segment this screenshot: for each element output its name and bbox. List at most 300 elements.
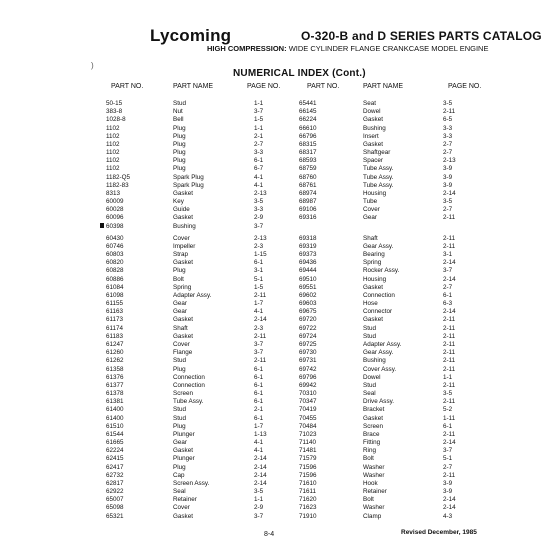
right-part-no: 69319 — [299, 242, 317, 250]
col-header-page-no-right: PAGE NO. — [448, 83, 482, 90]
table-row — [0, 182, 550, 190]
right-part-no: 71910 — [299, 512, 317, 520]
right-part-no: 71596 — [299, 471, 317, 479]
left-part-no: 61155 — [106, 300, 124, 308]
right-part-name: Tube Assy. — [363, 165, 394, 173]
subtitle-label: HIGH COMPRESSION: — [207, 44, 287, 53]
right-page-no: 5-2 — [443, 406, 453, 414]
right-part-name: Insert — [363, 132, 379, 140]
left-part-no: 62922 — [106, 488, 124, 496]
left-part-no: 1102 — [106, 157, 120, 165]
right-part-no: 68317 — [299, 149, 317, 157]
left-part-no: 61544 — [106, 430, 124, 438]
right-part-no: 69318 — [299, 234, 317, 242]
left-part-name: Plug — [173, 149, 186, 157]
right-part-no: 69724 — [299, 332, 317, 340]
left-part-no: 1182-Q5 — [106, 173, 131, 181]
left-page-no: 2-1 — [254, 406, 264, 414]
left-part-name: Cover — [173, 234, 190, 242]
right-page-no: 3-9 — [443, 165, 453, 173]
left-part-name: Cover — [173, 504, 190, 512]
right-page-no: 2-7 — [443, 463, 453, 471]
right-part-no: 71140 — [299, 439, 317, 447]
right-page-no: 2-11 — [443, 324, 456, 332]
left-part-no: 61262 — [106, 357, 124, 365]
left-page-no: 6-1 — [254, 373, 264, 381]
right-part-name: Connection — [363, 291, 395, 299]
left-part-name: Plug — [173, 132, 186, 140]
table-row — [0, 308, 550, 316]
left-part-no: 1102 — [106, 140, 120, 148]
left-part-name: Gear — [173, 439, 187, 447]
right-page-no: 3-9 — [443, 488, 453, 496]
left-part-no: 61098 — [106, 291, 124, 299]
left-page-no: 2-11 — [254, 291, 267, 299]
left-part-name: Cap — [173, 471, 185, 479]
left-part-no: 1102 — [106, 165, 120, 173]
right-part-name: Dowel — [363, 108, 381, 116]
right-part-no: 65441 — [299, 100, 317, 107]
right-part-no: 69731 — [299, 357, 317, 365]
left-part-no: 1102 — [106, 132, 120, 140]
right-part-no: 70484 — [299, 422, 317, 430]
left-page-no: 1-15 — [254, 251, 267, 259]
left-part-no: 60028 — [106, 206, 124, 214]
right-part-name: Spacer — [363, 157, 383, 165]
left-part-name: Stud — [173, 357, 186, 365]
left-part-name: Impeller — [173, 242, 196, 250]
right-part-name: Gasket — [363, 140, 383, 148]
right-part-no: 70455 — [299, 414, 317, 422]
right-page-no: 3-3 — [443, 132, 453, 140]
right-part-no: 69796 — [299, 373, 317, 381]
right-part-name: Tube Assy. — [363, 173, 394, 181]
table-row — [0, 333, 550, 341]
right-part-no: 71596 — [299, 463, 317, 471]
right-page-no: 2-11 — [443, 340, 456, 348]
right-page-no: 2-11 — [443, 471, 456, 479]
right-part-name: Clamp — [363, 512, 382, 520]
right-page-no: 2-14 — [443, 189, 456, 197]
right-page-no: 6-1 — [443, 422, 453, 430]
left-part-name: Plug — [173, 140, 186, 148]
row-marker — [100, 223, 104, 228]
left-part-name: Gasket — [173, 316, 193, 324]
left-part-no: 62817 — [106, 479, 124, 487]
right-part-no: 68761 — [299, 181, 317, 189]
right-page-no: 2-14 — [443, 275, 456, 283]
right-part-name: Washer — [363, 463, 385, 471]
table-row — [0, 504, 550, 512]
right-page-no: 2-14 — [443, 504, 456, 512]
left-part-no: 62415 — [106, 455, 124, 463]
left-part-no: 61163 — [106, 308, 124, 316]
table-row — [0, 292, 550, 300]
left-part-name: Plug — [173, 165, 186, 173]
left-page-no: 1-1 — [254, 496, 264, 504]
col-header-part-name-left: PART NAME — [173, 83, 214, 90]
left-page-no: 2-11 — [254, 332, 267, 340]
right-part-name: Cover Assy. — [363, 365, 397, 373]
left-part-no: 61381 — [106, 398, 124, 406]
left-part-name: Gear — [173, 300, 187, 308]
right-part-name: Washer — [363, 471, 385, 479]
left-page-no: 2-14 — [254, 471, 267, 479]
table-row — [0, 439, 550, 447]
right-page-no: 3-9 — [443, 181, 453, 189]
left-part-name: Plug — [173, 463, 186, 471]
left-page-no: 6-1 — [254, 398, 264, 406]
right-part-name: Housing — [363, 189, 387, 197]
right-part-name: Seat — [363, 100, 376, 107]
left-part-no: 61084 — [106, 283, 124, 291]
right-page-no: 6-3 — [443, 300, 453, 308]
left-page-no: 3-5 — [254, 198, 264, 206]
right-part-no: 66610 — [299, 124, 317, 132]
left-page-no: 6-1 — [254, 259, 264, 267]
right-part-no: 69722 — [299, 324, 317, 332]
left-page-no: 2-14 — [254, 455, 267, 463]
left-part-name: Spark Plug — [173, 173, 204, 181]
left-part-name: Cover — [173, 340, 190, 348]
right-page-no: 2-11 — [443, 357, 456, 365]
right-page-no: 3-9 — [443, 173, 453, 181]
left-part-no: 61260 — [106, 349, 124, 357]
right-part-no: 69106 — [299, 206, 317, 214]
right-part-no: 66145 — [299, 108, 317, 116]
left-part-no: 60398 — [106, 222, 124, 230]
table-row — [0, 206, 550, 214]
table-row — [0, 374, 550, 382]
right-part-name: Stud — [363, 324, 376, 332]
table-row — [0, 447, 550, 455]
left-part-name: Plug — [173, 124, 186, 132]
left-page-no: 3-7 — [254, 512, 264, 520]
left-part-no: 61510 — [106, 422, 124, 430]
left-part-no: 60886 — [106, 275, 124, 283]
left-part-no: 50-15 — [106, 100, 123, 107]
left-part-name: Bushing — [173, 222, 196, 230]
right-page-no: 2-13 — [443, 157, 456, 165]
left-page-no: 5-1 — [254, 275, 264, 283]
right-part-name: Gasket — [363, 116, 383, 124]
right-part-no: 71623 — [299, 504, 317, 512]
table-row — [0, 472, 550, 480]
right-part-no: 70310 — [299, 390, 317, 398]
left-part-name: Strap — [173, 251, 189, 259]
right-page-no: 2-14 — [443, 308, 456, 316]
right-part-no: 69436 — [299, 259, 317, 267]
left-page-no: 6-1 — [254, 157, 264, 165]
left-page-no: 6-1 — [254, 381, 264, 389]
table-row — [0, 406, 550, 414]
left-part-name: Screen Assy. — [173, 479, 210, 487]
left-part-name: Stud — [173, 406, 186, 414]
right-page-no: 2-11 — [443, 398, 456, 406]
right-part-name: Dowel — [363, 373, 381, 381]
left-part-no: 65007 — [106, 496, 124, 504]
right-part-no: 71611 — [299, 488, 317, 496]
left-part-no: 1028-8 — [106, 116, 126, 124]
left-page-no: 3-7 — [254, 108, 264, 116]
right-page-no: 2-14 — [443, 439, 456, 447]
table-row — [0, 116, 550, 124]
left-part-no: 60430 — [106, 234, 124, 242]
left-part-name: Screen — [173, 390, 193, 398]
left-page-no: 2-14 — [254, 463, 267, 471]
left-page-no: 2-13 — [254, 189, 267, 197]
left-part-no: 60009 — [106, 198, 124, 206]
table-row — [0, 251, 550, 259]
left-part-no: 60746 — [106, 242, 124, 250]
table-row — [0, 100, 550, 108]
left-part-no: 1102 — [106, 149, 120, 157]
table-row — [0, 108, 550, 116]
left-part-no: 60820 — [106, 259, 124, 267]
left-page-no: 2-3 — [254, 242, 264, 250]
right-part-name: Shaft — [363, 234, 378, 242]
right-part-no: 69675 — [299, 308, 317, 316]
right-part-name: Housing — [363, 275, 387, 283]
right-part-name: Spring — [363, 259, 382, 267]
table-row — [0, 349, 550, 357]
right-page-no: 4-3 — [443, 512, 453, 520]
right-part-no: 69602 — [299, 291, 317, 299]
left-part-name: Gasket — [173, 512, 193, 520]
left-part-no: 65098 — [106, 504, 124, 512]
left-part-no: 61247 — [106, 340, 124, 348]
right-page-no: 2-11 — [443, 430, 456, 438]
left-part-no: 61376 — [106, 373, 124, 381]
col-header-page-no-left: PAGE NO. — [247, 83, 281, 90]
right-page-no: 3-7 — [443, 447, 453, 455]
right-part-no: 69373 — [299, 251, 317, 259]
table-row — [0, 235, 550, 243]
catalog-title: O-320-B and D SERIES PARTS CATALOG — [301, 29, 542, 43]
right-page-no: 2-7 — [443, 149, 453, 157]
right-part-no: 68974 — [299, 189, 317, 197]
left-page-no: 1-5 — [254, 116, 264, 124]
right-page-no: 2-11 — [443, 332, 456, 340]
right-page-no: 3-5 — [443, 198, 453, 206]
left-page-no: 1-1 — [254, 100, 264, 107]
right-part-no: 71620 — [299, 496, 317, 504]
right-page-no: 2-11 — [443, 234, 456, 242]
left-part-name: Tube Assy. — [173, 398, 204, 406]
table-row — [0, 198, 550, 206]
right-part-name: Gear — [363, 214, 377, 222]
left-page-no: 2-7 — [254, 140, 264, 148]
table-row — [0, 223, 550, 231]
left-part-name: Nut — [173, 108, 183, 116]
right-page-no: 2-11 — [443, 381, 456, 389]
left-page-no: 4-1 — [254, 308, 264, 316]
table-row — [0, 165, 550, 173]
left-page-no: 1-7 — [254, 422, 264, 430]
table-row — [0, 366, 550, 374]
right-part-no: 69551 — [299, 283, 317, 291]
right-part-name: Seal — [363, 390, 376, 398]
left-part-no: 61400 — [106, 406, 124, 414]
right-part-name: Bolt — [363, 496, 374, 504]
left-part-no: 8313 — [106, 189, 121, 197]
left-part-name: Adapter Assy. — [173, 291, 212, 299]
right-page-no: 2-7 — [443, 140, 453, 148]
left-page-no: 3-1 — [254, 267, 264, 275]
left-part-no: 61174 — [106, 324, 124, 332]
table-row — [0, 357, 550, 365]
left-part-name: Guide — [173, 206, 190, 214]
col-header-part-name-right: PART NAME — [363, 83, 404, 90]
left-part-no: 62417 — [106, 463, 124, 471]
right-part-name: Ring — [363, 447, 376, 455]
table-row — [0, 190, 550, 198]
table-row — [0, 488, 550, 496]
left-part-no: 65321 — [106, 512, 124, 520]
right-part-name: Fitting — [363, 439, 381, 447]
right-page-no: 5-1 — [443, 455, 453, 463]
left-page-no: 3-7 — [254, 349, 264, 357]
col-header-part-no-right: PART NO. — [307, 83, 340, 90]
right-part-no: 68593 — [299, 157, 317, 165]
left-part-name: Key — [173, 198, 184, 206]
left-part-name: Stud — [173, 100, 186, 107]
left-page-no: 3-3 — [254, 206, 264, 214]
left-page-no: 2-14 — [254, 479, 267, 487]
right-part-name: Cover — [363, 206, 380, 214]
left-part-no: 61378 — [106, 390, 124, 398]
right-part-name: Bushing — [363, 124, 386, 132]
left-part-name: Plunger — [173, 455, 195, 463]
left-part-no: 61377 — [106, 381, 124, 389]
right-part-name: Gear Assy. — [363, 349, 394, 357]
table-row — [0, 267, 550, 275]
right-page-no: 2-7 — [443, 206, 453, 214]
left-page-no: 2-9 — [254, 214, 264, 222]
left-page-no: 6-1 — [254, 365, 264, 373]
catalog-subtitle — [207, 44, 488, 53]
right-part-no: 71023 — [299, 430, 317, 438]
right-part-no: 69603 — [299, 300, 317, 308]
left-page-no: 3-7 — [254, 340, 264, 348]
table-row — [0, 259, 550, 267]
table-row — [0, 496, 550, 504]
table-row — [0, 149, 550, 157]
revision-note: Revised December, 1985 — [401, 529, 477, 536]
left-page-no: 6-1 — [254, 390, 264, 398]
left-page-no: 6-1 — [254, 414, 264, 422]
left-part-name: Spring — [173, 283, 192, 291]
left-part-no: 61358 — [106, 365, 124, 373]
right-part-no: 69725 — [299, 340, 317, 348]
table-row — [0, 325, 550, 333]
margin-mark: ) — [91, 61, 94, 70]
left-part-name: Gasket — [173, 447, 193, 455]
left-part-name: Gasket — [173, 214, 193, 222]
right-part-no: 69742 — [299, 365, 317, 373]
left-part-name: Plug — [173, 422, 186, 430]
left-part-no: 383-8 — [106, 108, 123, 116]
right-page-no: 2-11 — [443, 316, 456, 324]
left-page-no: 4-1 — [254, 181, 264, 189]
left-part-no: 1102 — [106, 124, 120, 132]
left-page-no: 2-13 — [254, 234, 267, 242]
table-row — [0, 141, 550, 149]
left-part-no: 61183 — [106, 332, 124, 340]
right-part-name: Gasket — [363, 316, 383, 324]
table-row — [0, 423, 550, 431]
right-page-no: 6-5 — [443, 116, 453, 124]
right-page-no: 3-1 — [443, 251, 453, 259]
right-part-no: 69720 — [299, 316, 317, 324]
right-part-name: Bracket — [363, 406, 385, 414]
right-part-name: Gear Assy. — [363, 242, 394, 250]
right-page-no: 1-11 — [443, 414, 456, 422]
right-part-name: Brace — [363, 430, 380, 438]
table-row — [0, 157, 550, 165]
right-page-no: 1-1 — [443, 373, 453, 381]
table-row — [0, 214, 550, 222]
right-part-name: Retainer — [363, 488, 387, 496]
left-page-no: 2-11 — [254, 357, 267, 365]
right-part-name: Washer — [363, 504, 385, 512]
left-page-no: 2-3 — [254, 324, 264, 332]
right-page-no: 2-11 — [443, 365, 456, 373]
left-page-no: 4-1 — [254, 173, 264, 181]
right-page-no: 3-5 — [443, 390, 453, 398]
left-part-name: Gasket — [173, 332, 193, 340]
table-row — [0, 415, 550, 423]
right-part-name: Drive Assy. — [363, 398, 395, 406]
left-part-name: Connection — [173, 373, 205, 381]
table-row — [0, 431, 550, 439]
table-row — [0, 464, 550, 472]
right-part-no: 69316 — [299, 214, 317, 222]
right-part-no: 66796 — [299, 132, 317, 140]
right-part-name: Gasket — [363, 414, 383, 422]
right-page-no: 3-9 — [443, 479, 453, 487]
left-part-no: 60828 — [106, 267, 124, 275]
page-number: 8-4 — [264, 531, 275, 538]
right-part-no: 71610 — [299, 479, 317, 487]
right-part-name: Hose — [363, 300, 378, 308]
table-row — [0, 125, 550, 133]
right-part-name: Bearing — [363, 251, 385, 259]
left-part-no: 61400 — [106, 414, 124, 422]
right-part-name: Hook — [363, 479, 378, 487]
left-part-no: 62224 — [106, 447, 124, 455]
table-row — [0, 276, 550, 284]
left-page-no: 4-1 — [254, 439, 264, 447]
right-part-name: Screen — [363, 422, 383, 430]
right-part-name: Tube Assy. — [363, 181, 394, 189]
left-part-name: Gear — [173, 308, 187, 316]
left-part-no: 61665 — [106, 439, 124, 447]
right-part-no: 69444 — [299, 267, 317, 275]
table-row — [0, 341, 550, 349]
left-part-no: 1182-83 — [106, 181, 129, 189]
left-part-name: Connection — [173, 381, 205, 389]
right-part-name: Connector — [363, 308, 393, 316]
left-part-name: Gasket — [173, 259, 193, 267]
right-page-no: 2-11 — [443, 349, 456, 357]
right-part-no: 70419 — [299, 406, 317, 414]
right-part-no: 70347 — [299, 398, 317, 406]
left-part-name: Plug — [173, 267, 186, 275]
table-row — [0, 284, 550, 292]
left-part-name: Plunger — [173, 430, 195, 438]
left-part-name: Bell — [173, 116, 184, 124]
